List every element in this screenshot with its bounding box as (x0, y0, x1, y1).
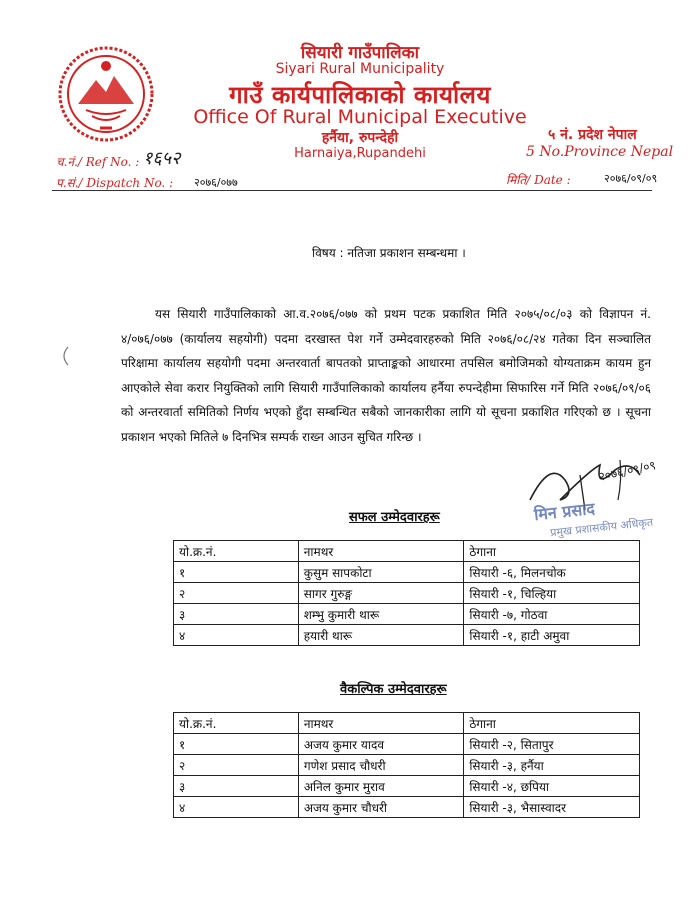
table-cell: सियारी -३, हर्नैया (464, 755, 640, 776)
table-row (174, 776, 640, 797)
column-header: ठेगाना (464, 713, 640, 734)
header-divider (52, 190, 652, 191)
table-cell: अनिल कुमार मुराव (298, 776, 464, 797)
table-header-row (174, 541, 640, 562)
signature-date: २०७६/०९/०९ (597, 458, 657, 484)
date-label: मिति/ Date : (506, 173, 571, 187)
table-cell: कुसुम सापकोटा (298, 562, 464, 583)
table-cell: २ (174, 583, 299, 604)
province-nepali: ५ नं. प्रदेश नेपाल (548, 127, 637, 143)
table-cell: २ (174, 755, 299, 776)
province-english: 5 No.Province Nepal (526, 144, 674, 160)
column-header: नामथर (298, 713, 464, 734)
table-row (174, 797, 640, 818)
column-header: नामथर (298, 541, 464, 562)
table-cell: ३ (174, 776, 299, 797)
table-cell: हयारी थारू (298, 625, 464, 646)
column-header: यो.क्र.नं. (174, 713, 299, 734)
address-nepali: हर्नैया, रुपन्देही (321, 130, 399, 146)
table-cell: अजय कुमार यादव (298, 734, 464, 755)
table-cell: सियारी -४, छपिया (464, 776, 640, 797)
table-cell: गणेश प्रसाद चौधरी (298, 755, 464, 776)
table-row (174, 625, 640, 646)
table-cell: सियारी -३, भैसास्वादर (464, 797, 640, 818)
body-paragraph: यस सियारी गाउँपालिकाको आ.व.२०७६/०७७ को प्रथम पटक प्रकाशित मिति २०७५/०८/०३ को विज्ञापन नं. ४/०७६/०७७ (कार्यालय सहयोगी) पदमा दरखास्त पेश गर्ने उम्मेदवारहरुको मिति २०७६/०८/२४ गतेका दिन सञ्चालित परिक्षामा कार्यालय सहयोगी पदमा अन्तरवार्ता बापतको प्राप्ताङ्कको आधारमा तपसिल बमोजिमको योग्यताक्रम कायम हुन आएकोले सेवा करार नियुक्तिको लागि सियारी गाउँपालिकाको कार्यालय हर्नैया रुपन्देहीमा सिफारिस गर्ने मिति २०७६/०९/०६ को अन्तरवार्ता समितिको निर्णय भएको हुँदा सम्बन्धित सबैको जानकारीका लागि यो सूचना प्रकाशित गरिएको छ । सूचना प्रकाशन भएको मितिले ७ दिनभित्र सम्पर्क राख्न आउन सुचित गरिन्छ । (121, 307, 651, 444)
table-cell: शम्भु कुमारी थारू (298, 604, 464, 625)
success-section-title: सफल उम्मेदवारहरू (349, 510, 440, 525)
table-cell: अजय कुमार चौधरी (298, 797, 464, 818)
table-cell: सियारी -७, गोठवा (464, 604, 640, 625)
ref-no-value: १६५२ (143, 148, 181, 169)
dispatch-no-label: प.सं./ Dispatch No. : (56, 176, 174, 190)
subject-line: विषय : नतिजा प्रकाशन सम्बन्धमा । (312, 246, 466, 260)
alternate-table (173, 712, 640, 818)
ref-no-label: च.नं./ Ref No. : (56, 155, 140, 169)
table-cell: सियारी -२, सितापुर (464, 734, 640, 755)
table-cell: ३ (174, 604, 299, 625)
table-row (174, 755, 640, 776)
table-cell: सागर गुरुङ्ग (298, 583, 464, 604)
table-cell: ४ (174, 797, 299, 818)
signer-name: मिन प्रसाद (533, 498, 596, 525)
municipality-name-nepali: सियारी गाउँपालिका (300, 43, 420, 63)
table-cell: १ (174, 734, 299, 755)
table-header-row (174, 713, 640, 734)
dispatch-no-value: २०७६/०७७ (194, 176, 238, 189)
address-english: Harnaiya,Rupandehi (294, 146, 426, 161)
office-name-nepali: गाउँ कार्यपालिकाको कार्यालय (229, 81, 491, 109)
table-cell: १ (174, 562, 299, 583)
table-cell: सियारी -१, हाटी अमुवा (464, 625, 640, 646)
table-cell: सियारी -१, चिल्हिया (464, 583, 640, 604)
column-header: ठेगाना (464, 541, 640, 562)
margin-mark-icon (58, 345, 72, 367)
table-row (174, 583, 640, 604)
date-value: २०७६/०९/०९ (604, 172, 658, 185)
table-row (174, 734, 640, 755)
table-row (174, 562, 640, 583)
table-row (174, 604, 640, 625)
success-table (173, 540, 640, 646)
column-header: यो.क्र.नं. (174, 541, 299, 562)
office-name-english: Office Of Rural Municipal Executive (193, 106, 527, 128)
table-cell: सियारी -६, मिलनचोक (464, 562, 640, 583)
signer-title: प्रमुख प्रशासकीय अधिकृत (549, 515, 654, 540)
table-cell: ४ (174, 625, 299, 646)
nepal-emblem-icon (56, 44, 156, 144)
alternate-section-title: वैकल्पिक उम्मेदवारहरू (340, 682, 447, 697)
municipality-name-english: Siyari Rural Municipality (275, 61, 445, 77)
